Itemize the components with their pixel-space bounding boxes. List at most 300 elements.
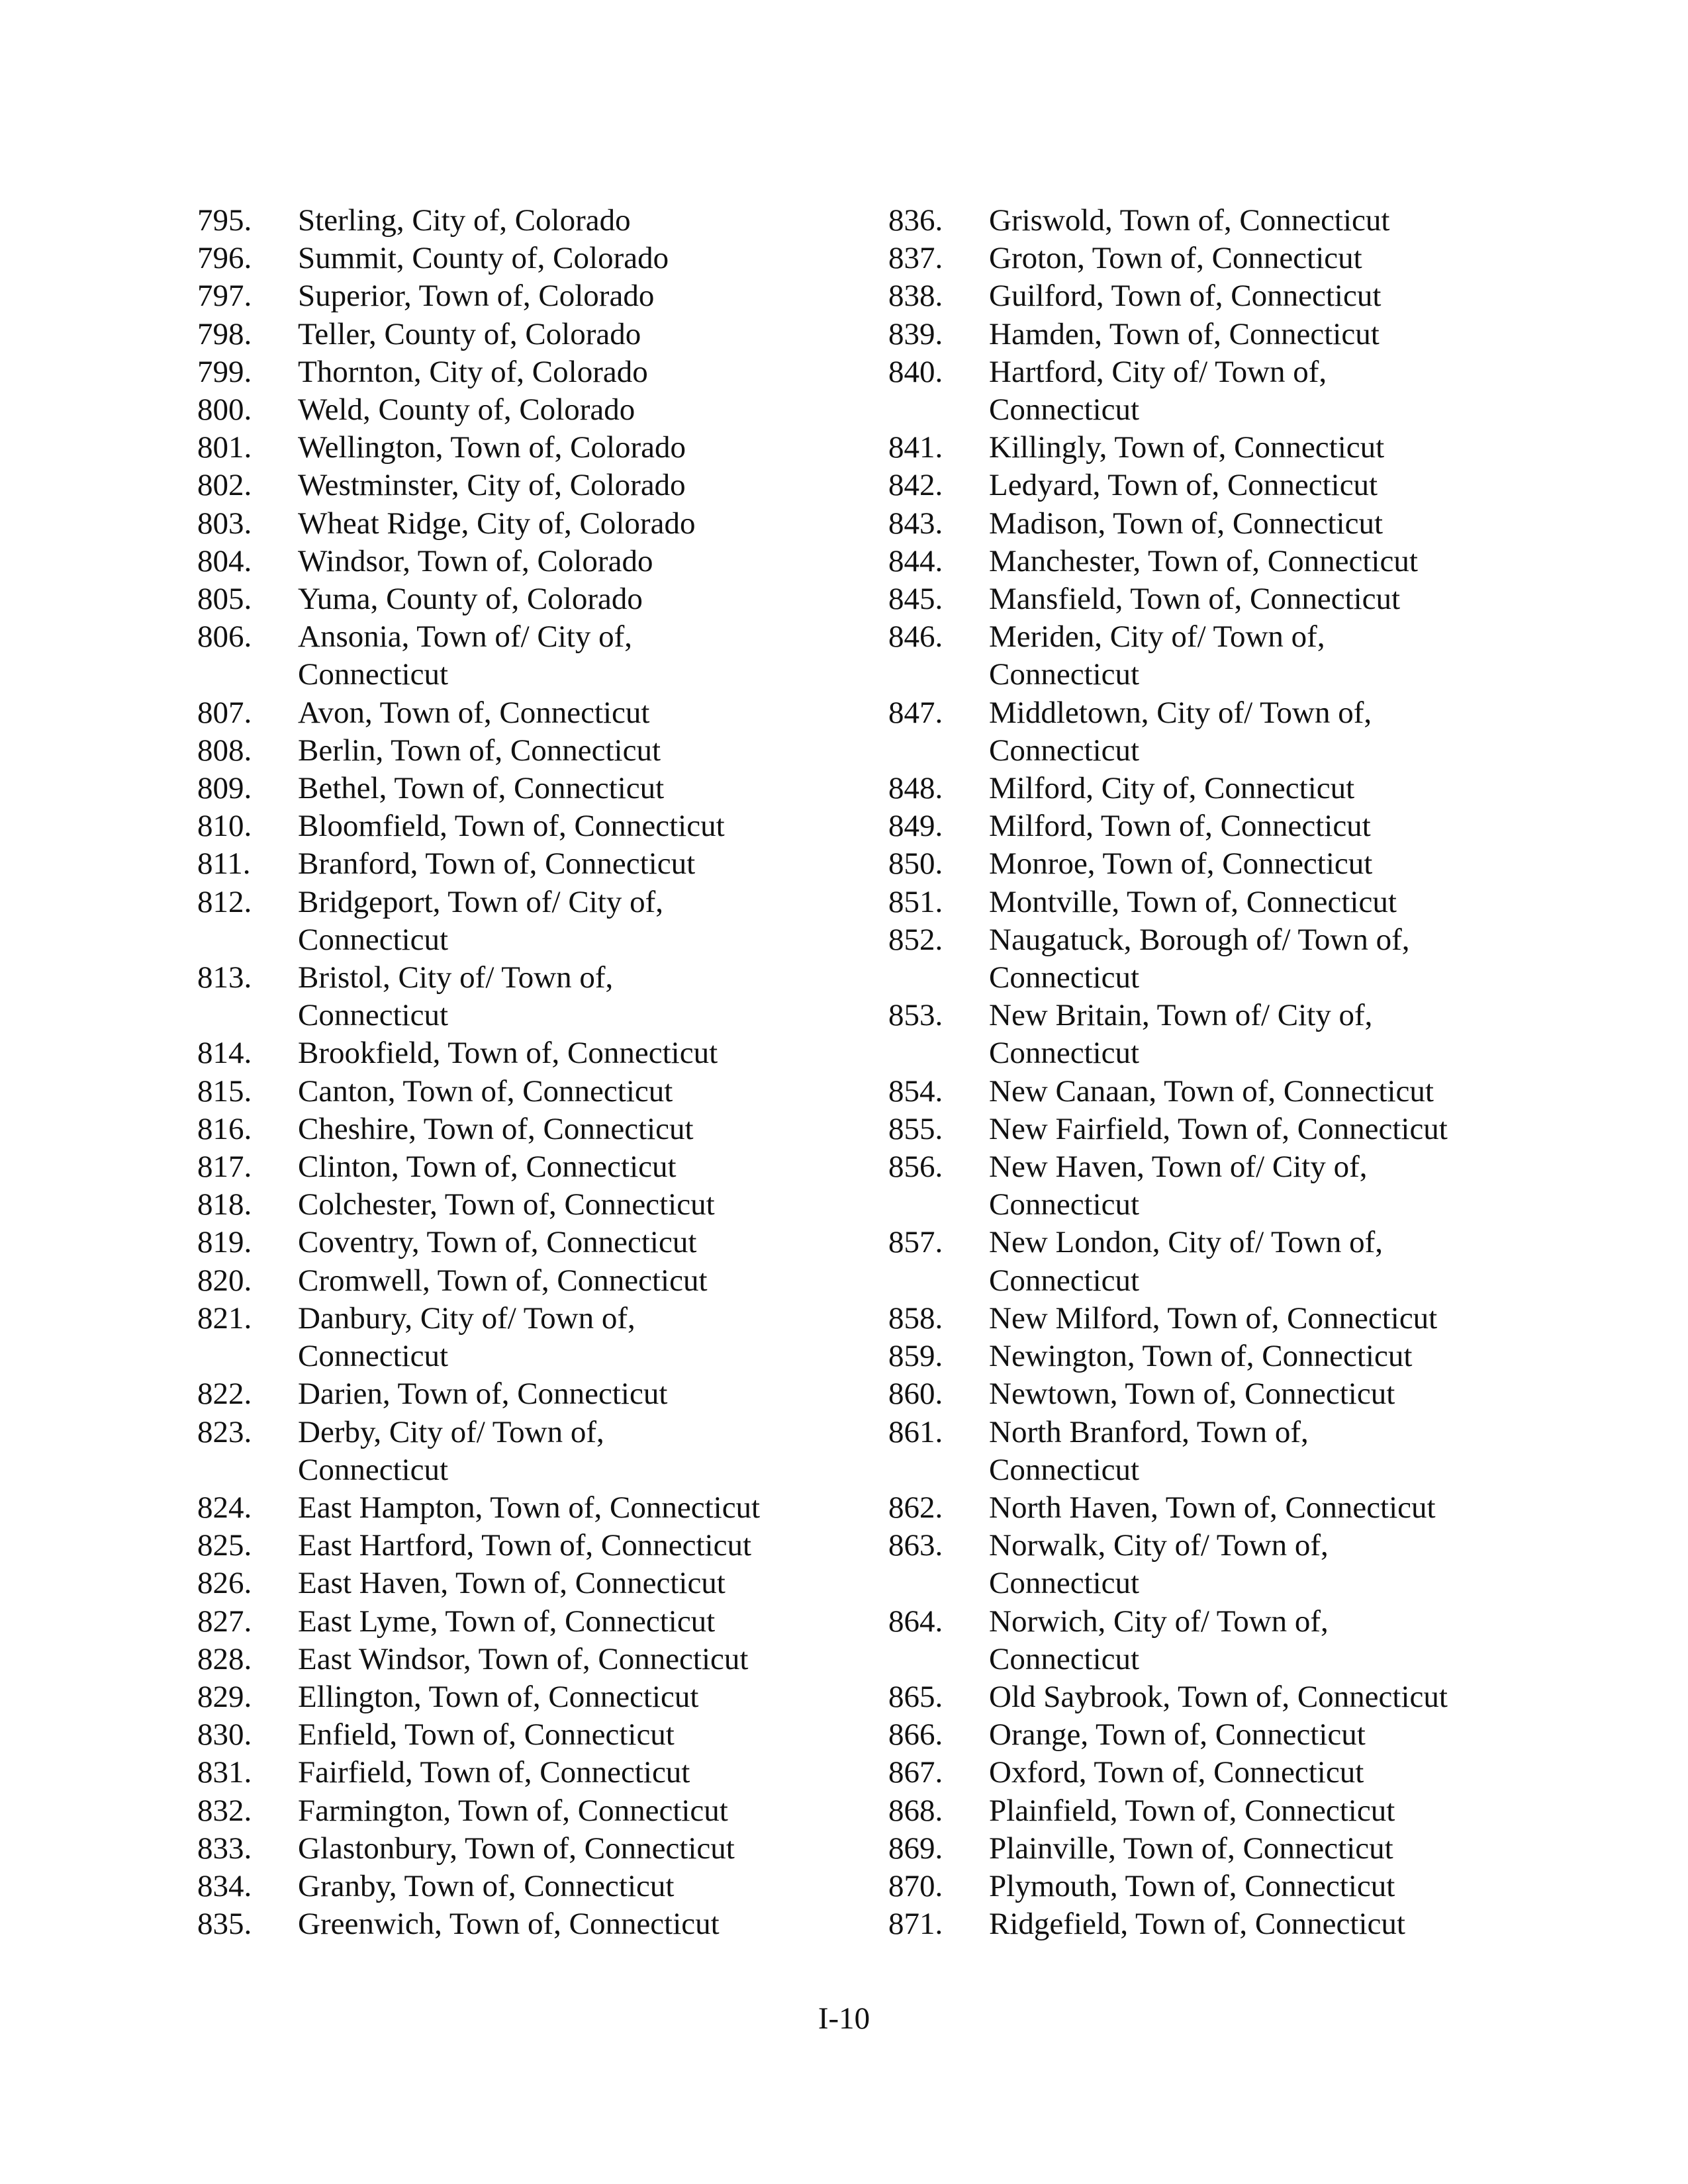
list-item (888, 353, 1550, 429)
item-name (298, 1868, 859, 1905)
item-name (989, 580, 1550, 618)
item-name-line: East Hampton, Town of, Connecticut (298, 1490, 761, 1525)
item-number: 869. (888, 1831, 943, 1866)
item-name-line: Ridgefield, Town of, Connecticut (989, 1907, 1405, 1942)
item-number: 868. (888, 1793, 943, 1828)
item-number: 800. (197, 392, 252, 428)
item-name (989, 429, 1550, 467)
list-item (197, 1565, 859, 1602)
item-number: 847. (888, 695, 943, 730)
item-name (989, 694, 1550, 770)
item-name (298, 845, 859, 883)
item-number: 836. (888, 203, 943, 238)
item-name (989, 845, 1550, 883)
item-name-line: New Haven, Town of/ City of, (989, 1150, 1368, 1185)
list-item (888, 1111, 1550, 1148)
item-name (989, 997, 1550, 1072)
item-name (298, 429, 859, 467)
list-item (888, 1603, 1550, 1678)
item-name (298, 1262, 859, 1300)
item-name (989, 1527, 1550, 1602)
item-name (298, 1678, 859, 1716)
item-name (989, 1868, 1550, 1905)
item-number: 861. (888, 1414, 943, 1449)
item-name-line: Thornton, City of, Colorado (298, 354, 648, 389)
item-name (989, 1489, 1550, 1527)
item-name-line: Meriden, City of/ Town of, (989, 619, 1325, 655)
item-number: 799. (197, 354, 252, 389)
item-name-line: Clinton, Town of, Connecticut (298, 1150, 677, 1185)
list-item (888, 884, 1550, 921)
item-name-line: Guilford, Town of, Connecticut (989, 279, 1382, 314)
item-name (298, 240, 859, 277)
item-number: 815. (197, 1073, 252, 1109)
item-name-line: Newtown, Town of, Connecticut (989, 1377, 1395, 1412)
item-name (989, 1375, 1550, 1413)
list-item (197, 1754, 859, 1792)
left-column (197, 202, 859, 1943)
item-name-line: Connecticut (989, 657, 1140, 692)
list-item (888, 1792, 1550, 1830)
list-item (888, 845, 1550, 883)
list-item (888, 505, 1550, 543)
item-name-line: Sterling, City of, Colorado (298, 203, 631, 238)
item-number: 828. (197, 1641, 252, 1676)
list-item (888, 1868, 1550, 1905)
item-number: 835. (197, 1907, 252, 1942)
item-number: 816. (197, 1111, 252, 1146)
list-item (888, 1905, 1550, 1943)
item-name-line: Connecticut (298, 657, 449, 692)
item-name-line: Naugatuck, Borough of/ Town of, (989, 922, 1410, 957)
item-number: 795. (197, 203, 252, 238)
item-number: 808. (197, 733, 252, 768)
item-name (298, 807, 859, 845)
item-number: 818. (197, 1187, 252, 1222)
list-item (888, 618, 1550, 694)
item-name (298, 1905, 859, 1943)
item-name (989, 1073, 1550, 1111)
list-item (197, 467, 859, 504)
item-number: 809. (197, 771, 252, 806)
item-name-line: Old Saybrook, Town of, Connecticut (989, 1679, 1448, 1714)
item-number: 821. (197, 1300, 252, 1336)
item-name (298, 505, 859, 543)
list-item (197, 845, 859, 883)
item-name-line: Connecticut (989, 1452, 1140, 1487)
item-number: 826. (197, 1566, 252, 1601)
item-name-line: Newington, Town of, Connecticut (989, 1339, 1413, 1374)
item-name-line: Brookfield, Town of, Connecticut (298, 1036, 718, 1071)
item-name (989, 807, 1550, 845)
list-item (888, 1527, 1550, 1602)
item-name-line: Danbury, City of/ Town of, (298, 1300, 635, 1336)
list-item (888, 202, 1550, 240)
item-name-line: East Windsor, Town of, Connecticut (298, 1641, 749, 1676)
item-name-line: Norwich, City of/ Town of, (989, 1604, 1329, 1639)
item-number: 830. (197, 1717, 252, 1752)
list-item (197, 1300, 859, 1375)
list-item (197, 807, 859, 845)
item-name-line: Groton, Town of, Connecticut (989, 241, 1362, 276)
list-item (888, 1414, 1550, 1489)
item-name (989, 1148, 1550, 1224)
item-name (298, 1414, 859, 1489)
item-name-line: Westminster, City of, Colorado (298, 468, 686, 503)
item-name-line: Bridgeport, Town of/ City of, (298, 884, 663, 919)
item-name-line: Ledyard, Town of, Connecticut (989, 468, 1378, 503)
item-name-line: East Haven, Town of, Connecticut (298, 1566, 726, 1601)
item-number: 839. (888, 316, 943, 351)
item-name-line: Connecticut (989, 1187, 1140, 1222)
item-number: 866. (888, 1717, 943, 1752)
item-name-line: Teller, County of, Colorado (298, 316, 641, 351)
item-number: 804. (197, 543, 252, 578)
item-number: 829. (197, 1679, 252, 1714)
item-number: 864. (888, 1604, 943, 1639)
item-name-line: Connecticut (298, 1339, 449, 1374)
list-item (197, 1186, 859, 1224)
item-name-line: Berlin, Town of, Connecticut (298, 733, 661, 768)
item-name-line: Windsor, Town of, Colorado (298, 543, 653, 578)
item-name (298, 618, 859, 694)
list-item (888, 1716, 1550, 1754)
list-item (197, 884, 859, 959)
item-name (298, 202, 859, 240)
item-name (298, 1224, 859, 1261)
item-number: 813. (197, 960, 252, 995)
item-name (298, 1565, 859, 1602)
item-number: 842. (888, 468, 943, 503)
item-name-line: Monroe, Town of, Connecticut (989, 846, 1373, 882)
item-number: 860. (888, 1377, 943, 1412)
item-name-line: New Canaan, Town of, Connecticut (989, 1073, 1434, 1109)
list-item (197, 694, 859, 732)
item-name-line: New London, City of/ Town of, (989, 1225, 1383, 1260)
list-item (888, 770, 1550, 807)
item-number: 823. (197, 1414, 252, 1449)
item-name-line: Bristol, City of/ Town of, (298, 960, 614, 995)
item-name-line: Montville, Town of, Connecticut (989, 884, 1397, 919)
list-item (197, 1375, 859, 1413)
item-name (298, 1754, 859, 1792)
item-number: 844. (888, 543, 943, 578)
list-item (888, 1754, 1550, 1792)
list-item (197, 732, 859, 770)
item-number: 858. (888, 1300, 943, 1336)
item-name-line: Madison, Town of, Connecticut (989, 506, 1383, 541)
item-number: 851. (888, 884, 943, 919)
item-name (989, 1716, 1550, 1754)
list-item (888, 1224, 1550, 1299)
item-number: 850. (888, 846, 943, 882)
item-name (298, 1716, 859, 1754)
list-item (888, 807, 1550, 845)
list-item (197, 353, 859, 391)
item-name-line: Connecticut (298, 922, 449, 957)
item-number: 867. (888, 1755, 943, 1790)
item-name (989, 618, 1550, 694)
item-number: 871. (888, 1907, 943, 1942)
list-item (197, 1034, 859, 1072)
list-item (888, 1489, 1550, 1527)
item-number: 849. (888, 809, 943, 844)
item-number: 805. (197, 582, 252, 617)
item-number: 852. (888, 922, 943, 957)
item-name-line: Milford, Town of, Connecticut (989, 809, 1371, 844)
item-number: 803. (197, 506, 252, 541)
item-name-line: Connecticut (989, 1263, 1140, 1298)
list-item (888, 429, 1550, 467)
item-number: 834. (197, 1868, 252, 1903)
list-item (197, 316, 859, 353)
item-name (989, 505, 1550, 543)
list-item (888, 467, 1550, 504)
item-name-line: Colchester, Town of, Connecticut (298, 1187, 715, 1222)
item-name (298, 316, 859, 353)
list-item (888, 1830, 1550, 1868)
list-item (197, 1905, 859, 1943)
item-name (298, 1300, 859, 1375)
item-number: 811. (197, 846, 251, 882)
list-item (197, 1073, 859, 1111)
list-item (197, 580, 859, 618)
item-number: 853. (888, 998, 943, 1033)
list-item (888, 1300, 1550, 1338)
item-number: 862. (888, 1490, 943, 1525)
item-name (298, 1792, 859, 1830)
item-name (298, 1034, 859, 1072)
item-name (989, 1338, 1550, 1375)
list-item (197, 1641, 859, 1678)
item-name-line: Plainfield, Town of, Connecticut (989, 1793, 1395, 1828)
item-number: 833. (197, 1831, 252, 1866)
item-name-line: Ellington, Town of, Connecticut (298, 1679, 699, 1714)
item-name-line: Hartford, City of/ Town of, (989, 354, 1327, 389)
list-item (197, 1603, 859, 1641)
item-name-line: Plymouth, Town of, Connecticut (989, 1868, 1395, 1903)
item-name (298, 884, 859, 959)
item-name-line: Connecticut (298, 998, 449, 1033)
item-number: 870. (888, 1868, 943, 1903)
item-name (989, 921, 1550, 997)
list-item (888, 1338, 1550, 1375)
item-name (298, 770, 859, 807)
item-number: 817. (197, 1150, 252, 1185)
item-number: 810. (197, 809, 252, 844)
item-number: 855. (888, 1111, 943, 1146)
item-name (298, 543, 859, 580)
item-name-line: East Lyme, Town of, Connecticut (298, 1604, 716, 1639)
item-name (989, 1224, 1550, 1299)
item-name-line: Yuma, County of, Colorado (298, 582, 643, 617)
list-item (197, 543, 859, 580)
list-item (197, 959, 859, 1034)
item-name-line: East Hartford, Town of, Connecticut (298, 1528, 752, 1563)
item-number: 832. (197, 1793, 252, 1828)
item-name-line: Connecticut (989, 1641, 1140, 1676)
list-item (888, 1148, 1550, 1224)
item-name (298, 277, 859, 315)
list-item (197, 1414, 859, 1489)
list-item (197, 391, 859, 429)
item-name-line: Derby, City of/ Town of, (298, 1414, 604, 1449)
item-name-line: Connecticut (989, 1036, 1140, 1071)
item-number: 822. (197, 1377, 252, 1412)
item-name (989, 353, 1550, 429)
item-name-line: New Britain, Town of/ City of, (989, 998, 1373, 1033)
item-name (989, 770, 1550, 807)
item-number: 802. (197, 468, 252, 503)
item-number: 863. (888, 1528, 943, 1563)
list-item (197, 1527, 859, 1565)
list-item (888, 1073, 1550, 1111)
item-name-line: Cheshire, Town of, Connecticut (298, 1111, 694, 1146)
list-item (197, 277, 859, 315)
list-item (888, 1678, 1550, 1716)
item-name (298, 391, 859, 429)
item-number: 854. (888, 1073, 943, 1109)
item-name-line: Branford, Town of, Connecticut (298, 846, 696, 882)
item-number: 820. (197, 1263, 252, 1298)
item-name-line: Wellington, Town of, Colorado (298, 430, 686, 465)
list-item (888, 240, 1550, 277)
item-name-line: Mansfield, Town of, Connecticut (989, 582, 1401, 617)
item-name-line: Coventry, Town of, Connecticut (298, 1225, 697, 1260)
item-name (989, 1678, 1550, 1716)
list-item (197, 429, 859, 467)
item-name-line: Granby, Town of, Connecticut (298, 1868, 675, 1903)
item-number: 838. (888, 279, 943, 314)
item-name (989, 1603, 1550, 1678)
item-name-line: North Haven, Town of, Connecticut (989, 1490, 1436, 1525)
list-item (197, 505, 859, 543)
item-name (298, 959, 859, 1034)
list-item (197, 1111, 859, 1148)
item-name-line: New Fairfield, Town of, Connecticut (989, 1111, 1448, 1146)
item-name (298, 1186, 859, 1224)
list-item (888, 921, 1550, 997)
item-name (298, 1148, 859, 1186)
list-item (197, 1262, 859, 1300)
item-name (298, 1489, 859, 1527)
item-number: 796. (197, 241, 252, 276)
item-number: 798. (197, 316, 252, 351)
list-item (197, 618, 859, 694)
item-name (989, 1414, 1550, 1489)
item-name-line: Manchester, Town of, Connecticut (989, 543, 1418, 578)
item-name (989, 1830, 1550, 1868)
list-item (888, 997, 1550, 1072)
item-number: 814. (197, 1036, 252, 1071)
list-item (197, 1148, 859, 1186)
list-item (197, 1489, 859, 1527)
item-number: 841. (888, 430, 943, 465)
item-number: 806. (197, 619, 252, 655)
item-name (989, 1300, 1550, 1338)
item-name-line: Milford, City of, Connecticut (989, 771, 1355, 806)
item-name (298, 694, 859, 732)
list-item (888, 543, 1550, 580)
item-number: 856. (888, 1150, 943, 1185)
item-name (989, 240, 1550, 277)
list-item (888, 1375, 1550, 1413)
item-name-line: New Milford, Town of, Connecticut (989, 1300, 1438, 1336)
item-name-line: North Branford, Town of, (989, 1414, 1309, 1449)
item-name (989, 1792, 1550, 1830)
item-number: 846. (888, 619, 943, 655)
item-name (989, 467, 1550, 504)
item-name-line: Darien, Town of, Connecticut (298, 1377, 668, 1412)
item-name (989, 884, 1550, 921)
item-name (298, 1111, 859, 1148)
item-name (298, 1641, 859, 1678)
item-number: 801. (197, 430, 252, 465)
list-item (888, 694, 1550, 770)
list-item (197, 1224, 859, 1261)
item-name-line: Connecticut (298, 1452, 449, 1487)
item-name-line: Connecticut (989, 960, 1140, 995)
item-name-line: Glastonbury, Town of, Connecticut (298, 1831, 735, 1866)
item-number: 824. (197, 1490, 252, 1525)
item-name (989, 277, 1550, 315)
item-name-line: Greenwich, Town of, Connecticut (298, 1907, 720, 1942)
item-name-line: Weld, County of, Colorado (298, 392, 635, 428)
list-item (197, 1716, 859, 1754)
item-name-line: Bethel, Town of, Connecticut (298, 771, 665, 806)
list-item (888, 316, 1550, 353)
item-number: 857. (888, 1225, 943, 1260)
list-item (197, 1868, 859, 1905)
item-name-line: Bloomfield, Town of, Connecticut (298, 809, 725, 844)
item-name-line: Cromwell, Town of, Connecticut (298, 1263, 708, 1298)
item-number: 859. (888, 1339, 943, 1374)
item-name (298, 467, 859, 504)
item-number: 831. (197, 1755, 252, 1790)
item-name-line: Oxford, Town of, Connecticut (989, 1755, 1364, 1790)
item-name (298, 353, 859, 391)
item-name-line: Wheat Ridge, City of, Colorado (298, 506, 696, 541)
item-name (989, 1111, 1550, 1148)
item-number: 837. (888, 241, 943, 276)
item-number: 807. (197, 695, 252, 730)
item-name (298, 1527, 859, 1565)
item-name-line: Enfield, Town of, Connecticut (298, 1717, 675, 1752)
list-item (888, 580, 1550, 618)
item-name-line: Hamden, Town of, Connecticut (989, 316, 1380, 351)
list-item (888, 277, 1550, 315)
list-item (197, 1830, 859, 1868)
item-number: 865. (888, 1679, 943, 1714)
list-item (197, 1792, 859, 1830)
item-name (298, 580, 859, 618)
item-number: 848. (888, 771, 943, 806)
list-item (197, 1678, 859, 1716)
item-name (298, 732, 859, 770)
list-item (197, 202, 859, 240)
item-name-line: Griswold, Town of, Connecticut (989, 203, 1390, 238)
item-number: 840. (888, 354, 943, 389)
item-name-line: Connecticut (989, 1566, 1140, 1601)
item-number: 843. (888, 506, 943, 541)
item-name-line: Superior, Town of, Colorado (298, 279, 655, 314)
item-name-line: Fairfield, Town of, Connecticut (298, 1755, 690, 1790)
item-name-line: Farmington, Town of, Connecticut (298, 1793, 728, 1828)
item-name-line: Middletown, City of/ Town of, (989, 695, 1372, 730)
item-number: 825. (197, 1528, 252, 1563)
item-name-line: Killingly, Town of, Connecticut (989, 430, 1385, 465)
item-name (989, 316, 1550, 353)
